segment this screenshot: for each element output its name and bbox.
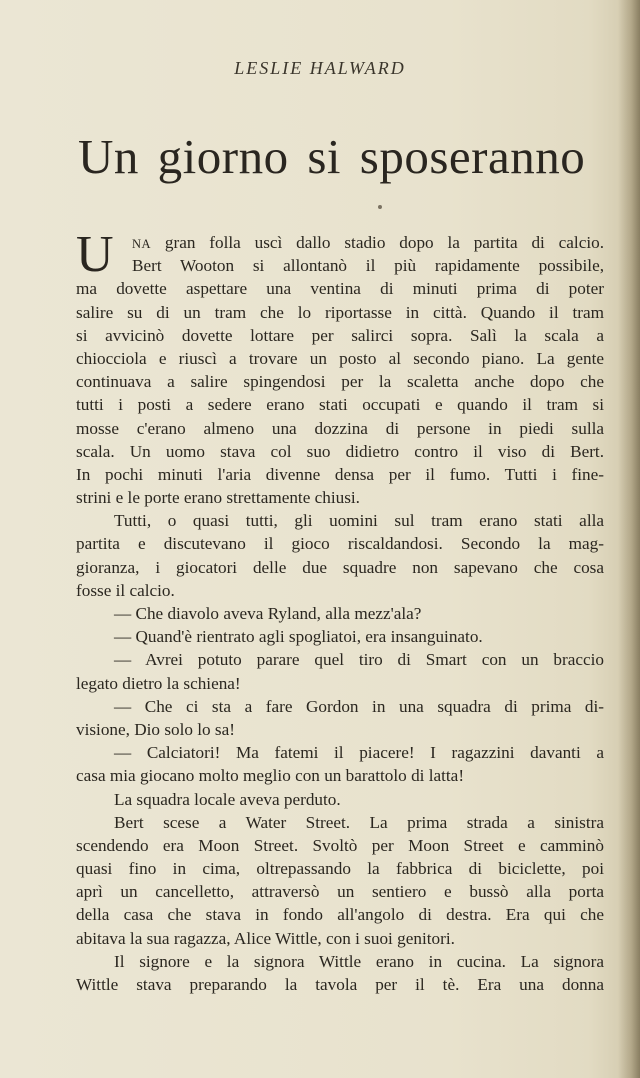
text-line: [76, 741, 604, 764]
text-line: [76, 695, 604, 718]
first-word-smallcaps: NA: [132, 237, 152, 251]
text-line-content: mosse c'erano almeno una dozzina di persone in piedi sulla: [76, 418, 604, 438]
text-line: [76, 579, 604, 602]
text-line-content: — Che ci sta a fare Gordon in una squadra di prima di-: [114, 696, 604, 716]
text-line: [76, 370, 604, 393]
text-line: [76, 463, 604, 486]
text-line-content: fosse il calcio.: [76, 580, 175, 600]
text-line: [76, 625, 604, 648]
text-line-content: aprì un cancelletto, attraversò un sentiero e bussò alla porta: [76, 882, 604, 902]
page-gutter-shadow: [618, 0, 640, 1078]
text-line-content: abitava la sua ragazza, Alice Wittle, con i suoi genitori.: [76, 928, 455, 948]
text-line-content: — Avrei potuto parare quel tiro di Smart con un braccio: [114, 650, 604, 670]
text-line-content: visione, Dio solo lo sa!: [76, 719, 235, 739]
text-line-content: Tutti, o quasi tutti, gli uomini sul tram erano stati alla: [114, 511, 604, 531]
text-line: [76, 834, 604, 857]
text-line: [76, 903, 604, 926]
text-line: [76, 324, 604, 347]
text-line: [76, 950, 604, 973]
text-line: [76, 718, 604, 741]
story-body: [76, 226, 604, 996]
text-line: [76, 927, 604, 950]
text-line: [76, 764, 604, 787]
text-line: [76, 672, 604, 695]
text-line: [76, 393, 604, 416]
text-line: [76, 880, 604, 903]
text-line-content: casa mia giocano molto meglio con un barattolo di latta!: [76, 766, 465, 786]
text-line: [76, 556, 604, 579]
text-line-content: La squadra locale aveva perduto.: [114, 789, 341, 809]
text-line: [76, 417, 604, 440]
text-line-content: Il signore e la signora Wittle erano in cucina. La signora: [114, 951, 604, 971]
running-head-author: LESLIE HALWARD: [234, 58, 406, 78]
drop-cap: U: [76, 226, 114, 283]
text-line-content: legato dietro la schiena!: [76, 673, 241, 693]
text-line-content: gran folla uscì dallo stadio dopo la partita di calcio.: [164, 233, 604, 252]
text-line-content: salire su di un tram che lo riportasse in città. Quando il tram: [76, 302, 604, 322]
text-line-content: partita e discutevano il gioco riscaldandosi. Secondo la mag-: [76, 534, 604, 554]
text-line: [76, 509, 604, 532]
text-line: [76, 857, 604, 880]
text-line-content: della casa che stava in fondo all'angolo di destra. Era qui che: [76, 905, 604, 925]
text-line: [76, 788, 604, 811]
text-line-content: tutti i posti a sedere erano stati occupati e quando il tram si: [76, 395, 604, 415]
title-ornament-dot: [378, 205, 382, 209]
text-line-content: Bert Wooton si allontanò il più rapidamente possibile,: [132, 256, 604, 276]
text-line-content: gioranza, i giocatori delle due squadre non sapevano che cosa: [76, 557, 604, 577]
text-line-content: scala. Un uomo stava col suo didietro contro il viso di Bert.: [76, 441, 604, 461]
text-line-content: — Quand'è rientrato agli spogliatoi, era insanguinato.: [114, 627, 483, 647]
text-line: [76, 347, 604, 370]
text-line-content: scendendo era Moon Street. Svoltò per Moon Street e camminò: [76, 835, 604, 855]
story-title: Un giorno si sposeranno: [78, 129, 586, 184]
text-line-content: quasi fino in cima, oltrepassando la fabbrica di biciclette, poi: [76, 859, 604, 879]
text-line: [76, 277, 604, 300]
text-line-content: In pochi minuti l'aria divenne densa per il fumo. Tutti i fine-: [76, 464, 604, 484]
text-line-content: si avvicinò dovette lottare per salirci sopra. Salì la scala a: [76, 325, 604, 345]
text-line-content: Bert scese a Water Street. La prima strada a sinistra: [114, 812, 604, 832]
text-line: [76, 532, 604, 555]
text-line: [76, 231, 604, 254]
text-line: [76, 602, 604, 625]
text-line-content: chiocciola e riuscì a trovare un posto al secondo piano. La gente: [76, 348, 604, 368]
text-line-content: — Che diavolo aveva Ryland, alla mezz'ala?: [114, 604, 422, 623]
text-line: [76, 811, 604, 834]
text-line: [76, 254, 604, 277]
text-line: [76, 440, 604, 463]
text-line: [76, 973, 604, 996]
text-line: [76, 301, 604, 324]
text-line-content: Wittle stava preparando la tavola per il tè. Era una donna: [76, 975, 604, 994]
text-line: [76, 648, 604, 671]
text-line-content: continuava a salire spingendosi per la scaletta anche dopo che: [76, 372, 604, 392]
text-line-content: — Calciatori! Ma fatemi il piacere! I ragazzini davanti a: [114, 743, 604, 763]
text-line: [76, 486, 604, 509]
text-line-content: strini e le porte erano strettamente chiusi.: [76, 488, 360, 508]
text-line-content: ma dovette aspettare una ventina di minuti prima di poter: [76, 279, 604, 299]
